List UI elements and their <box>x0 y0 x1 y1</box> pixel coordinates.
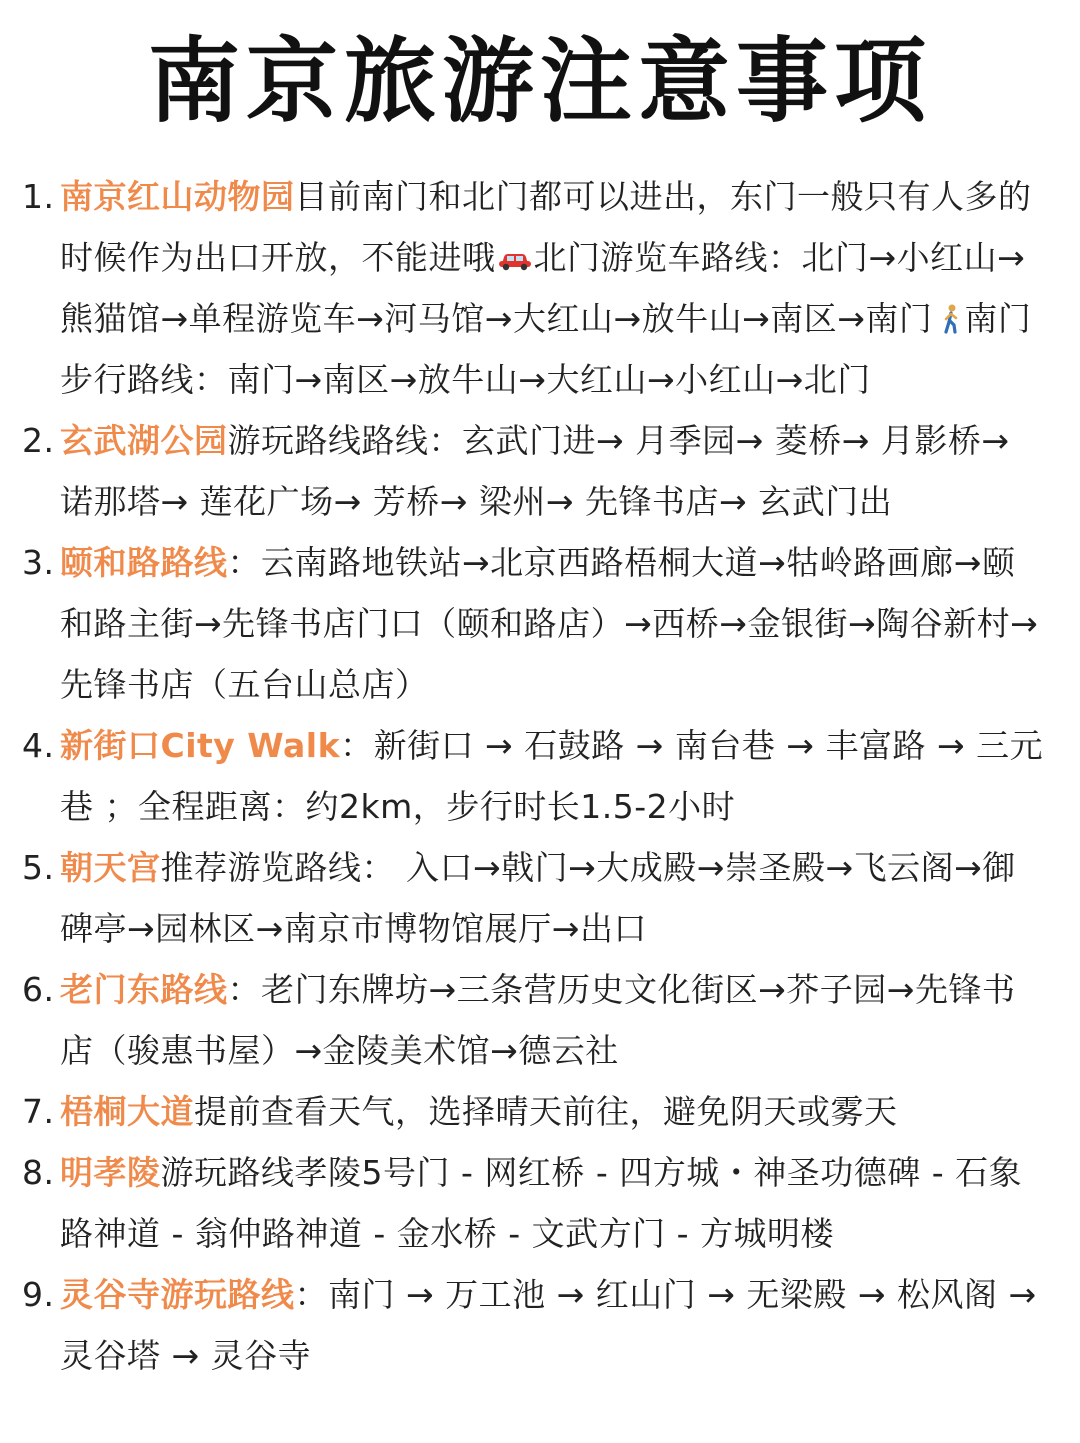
item-text: 目前南门和北门都可以进出，东门一般只有人多的时候作为出口开放，不能进哦 <box>60 177 1032 277</box>
item-highlight: 梧桐大道 <box>60 1092 194 1131</box>
item-number: 2. <box>22 421 55 460</box>
item-highlight: 灵谷寺游玩路线 <box>60 1275 295 1314</box>
item-number: 6. <box>22 970 55 1009</box>
item-highlight: 老门东路线 <box>60 970 228 1009</box>
list-item <box>22 959 1048 1081</box>
item-text: ：南门 → 万工池 → 红山门 → 无梁殿 → 松风阁 → 灵谷塔 → 灵谷寺 <box>60 1275 1037 1375</box>
item-highlight: 玄武湖公园 <box>60 421 228 460</box>
item-text: ：老门东牌坊→三条营历史文化街区→芥子园→先锋书店（骏惠书屋）→金陵美术馆→德云社 <box>60 970 1016 1070</box>
item-highlight: 明孝陵 <box>60 1153 161 1192</box>
list-item <box>22 837 1048 959</box>
item-text: 北门游览车路线：北门→小红山→熊猫馆→单程游览车→河马馆→大红山→放牛山→南区→南门 <box>60 238 1026 338</box>
list-item <box>22 166 1048 410</box>
item-text: 推荐游览路线： 入口→戟门→大成殿→崇圣殿→飞云阁→御碑亭→园林区→南京市博物馆展厅→出口 <box>60 848 1016 948</box>
item-text: 南门步行路线：南门→南区→放牛山→大红山→小红山→北门 <box>60 299 1032 399</box>
item-number: 8. <box>22 1153 55 1192</box>
item-text: ：新街口 → 石鼓路 → 南台巷 → 丰富路 → 三元巷 ；全程距离：约2km，步行时长1.5-2小时 <box>60 726 1044 826</box>
tips-list <box>22 166 1048 1386</box>
item-number: 4. <box>22 726 55 765</box>
item-text: ：云南路地铁站→北京西路梧桐大道→牯岭路画廊→颐和路主街→先锋书店门口（颐和路店）→西桥→金银街→陶谷新村→先锋书店（五台山总店） <box>60 543 1039 704</box>
item-text: 提前查看天气，选择晴天前往，避免阴天或雾天 <box>194 1092 898 1131</box>
page-title: 南京旅游注意事项 <box>147 28 932 135</box>
item-text: 游玩路线路线：玄武门进→ 月季园→ 菱桥→ 月影桥→ 诺那塔→ 莲花广场→ 芳桥→ 梁州→ 先锋书店→ 玄武门出 <box>60 421 1010 521</box>
list-item <box>22 1264 1048 1386</box>
list-item <box>22 532 1048 715</box>
item-number: 9. <box>22 1275 55 1314</box>
list-item <box>22 1081 1048 1142</box>
item-text: 游玩路线孝陵5号门 - 网红桥 - 四方城・神圣功德碑 - 石象路神道 - 翁仲路神道 - 金水桥 - 文武方门 - 方城明楼 <box>60 1153 1023 1253</box>
item-number: 3. <box>22 543 55 582</box>
item-highlight: 南京红山动物园 <box>60 177 295 216</box>
item-number: 1. <box>22 177 55 216</box>
list-item <box>22 715 1048 837</box>
item-highlight: 新街口City Walk <box>60 726 341 765</box>
item-number: 7. <box>22 1092 55 1131</box>
item-number: 5. <box>22 848 55 887</box>
list-item <box>22 1142 1048 1264</box>
item-highlight: 颐和路路线 <box>60 543 228 582</box>
item-highlight: 朝天宫 <box>60 848 161 887</box>
walking-person-icon <box>940 292 962 322</box>
car-icon <box>498 229 532 249</box>
list-item <box>22 410 1048 532</box>
